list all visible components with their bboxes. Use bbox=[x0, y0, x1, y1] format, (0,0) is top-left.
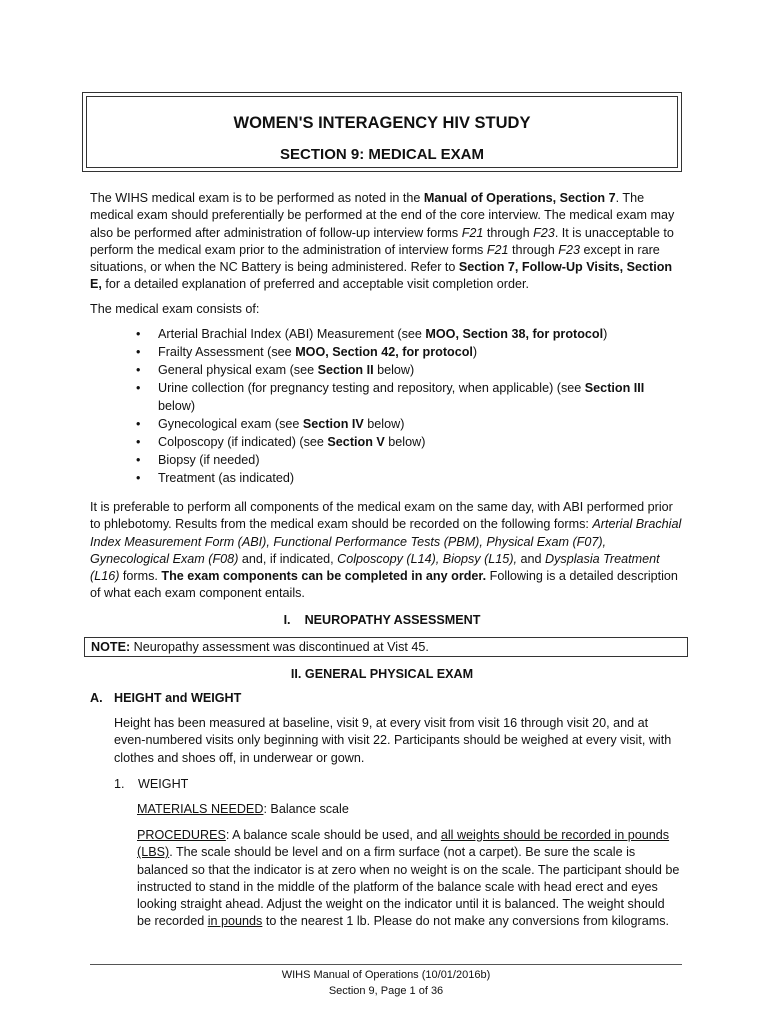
footer-divider bbox=[90, 964, 682, 965]
footer-page-number: Section 9, Page 1 of 36 bbox=[328, 985, 444, 997]
note-label: NOTE: bbox=[91, 640, 131, 654]
list-item: • Frailty Assessment (see MOO, Section 42, for protocol) bbox=[136, 343, 682, 361]
note-box bbox=[84, 637, 688, 657]
section-heading-physical-exam: II. GENERAL PHYSICAL EXAM bbox=[290, 667, 474, 681]
intro-paragraph: The WIHS medical exam is to be performed as noted in the Manual of Operations, Section 7. The medical exam should preferentially be performed at the end of the core interview. The medical exam may also be performed after administration of follow-up interview forms F21 through F23. It is unacceptable to perform the medical exam prior to the administration of interview forms F21 through F23 except in rare situations, or when the NC Battery is being administered. Refer to Section 7, Follow-Up Visits, Section E, for a detailed explanation of preferred and acceptable visit completion order. bbox=[90, 191, 675, 292]
height-paragraph: Height has been measured at baseline, visit 9, at every visit from visit 16 through visit 20, and at even-numbered visits only beginning with visit 22. Participants should be weighed at every visit, with clothes and shoes off, in underwear or gown. bbox=[114, 716, 672, 765]
item-weight-heading: 1. WEIGHT bbox=[114, 777, 189, 791]
forms-paragraph: It is preferable to perform all components of the medical exam on the same day, with ABI performed prior to phlebotomy. Results from the medical exam should be recorded on the following forms: Arterial Brachial Index Measurement Form (ABI), Functional Performance Tests (PBM), Physical Exam (F07), Gynecological Exam (F08) and, if indicated, Colposcopy (L14), Biopsy (L15), and Dysplasia Treatment (L16) forms. The exam components can be completed in any order. Following is a detailed description of what each exam component entails. bbox=[90, 500, 682, 601]
footer-manual-version: WIHS Manual of Operations (10/01/2016b) bbox=[281, 969, 491, 981]
list-item: • Biopsy (if needed) bbox=[136, 451, 682, 469]
list-item: • Gynecological exam (see Section IV below) bbox=[136, 415, 682, 433]
list-item: • Arterial Brachial Index (ABI) Measurement (see MOO, Section 38, for protocol) bbox=[136, 325, 682, 343]
subsection-heading-height-weight: A. HEIGHT and WEIGHT bbox=[90, 691, 242, 705]
list-item: • Urine collection (for pregnancy testing and repository, when applicable) (see Section III below) bbox=[136, 379, 682, 415]
document-title: WOMEN'S INTERAGENCY HIV STUDY bbox=[233, 114, 531, 132]
section-heading-neuropathy: I. NEUROPATHY ASSESSMENT bbox=[283, 613, 481, 627]
exam-components-list bbox=[136, 325, 682, 487]
list-item: • Colposcopy (if indicated) (see Section V below) bbox=[136, 433, 682, 451]
section-title: SECTION 9: MEDICAL EXAM bbox=[280, 146, 484, 163]
note-text: Neuropathy assessment was discontinued at Vist 45. bbox=[130, 640, 429, 654]
title-box bbox=[82, 92, 682, 172]
materials-needed: MATERIALS NEEDED: Balance scale bbox=[137, 802, 349, 816]
list-item: • Treatment (as indicated) bbox=[136, 469, 682, 487]
consists-label: The medical exam consists of: bbox=[90, 302, 260, 316]
list-item: • General physical exam (see Section II below) bbox=[136, 361, 682, 379]
page-footer bbox=[90, 967, 682, 999]
procedures-paragraph: PROCEDURES: A balance scale should be used, and all weights should be recorded in pounds (LBS). The scale should be level and on a firm surface (not a carpet). Be sure the scale is balanced so that the indicator is at zero when no weight is on the scale. The participant should be instructed to stand in the middle of the platform of the balance scale with head erect and eyes looking straight ahead. Adjust the weight on the indicator until it is balanced. The weight should be recorded in pounds to the nearest 1 lb. Please do not make any conversions from kilograms. bbox=[137, 828, 680, 929]
